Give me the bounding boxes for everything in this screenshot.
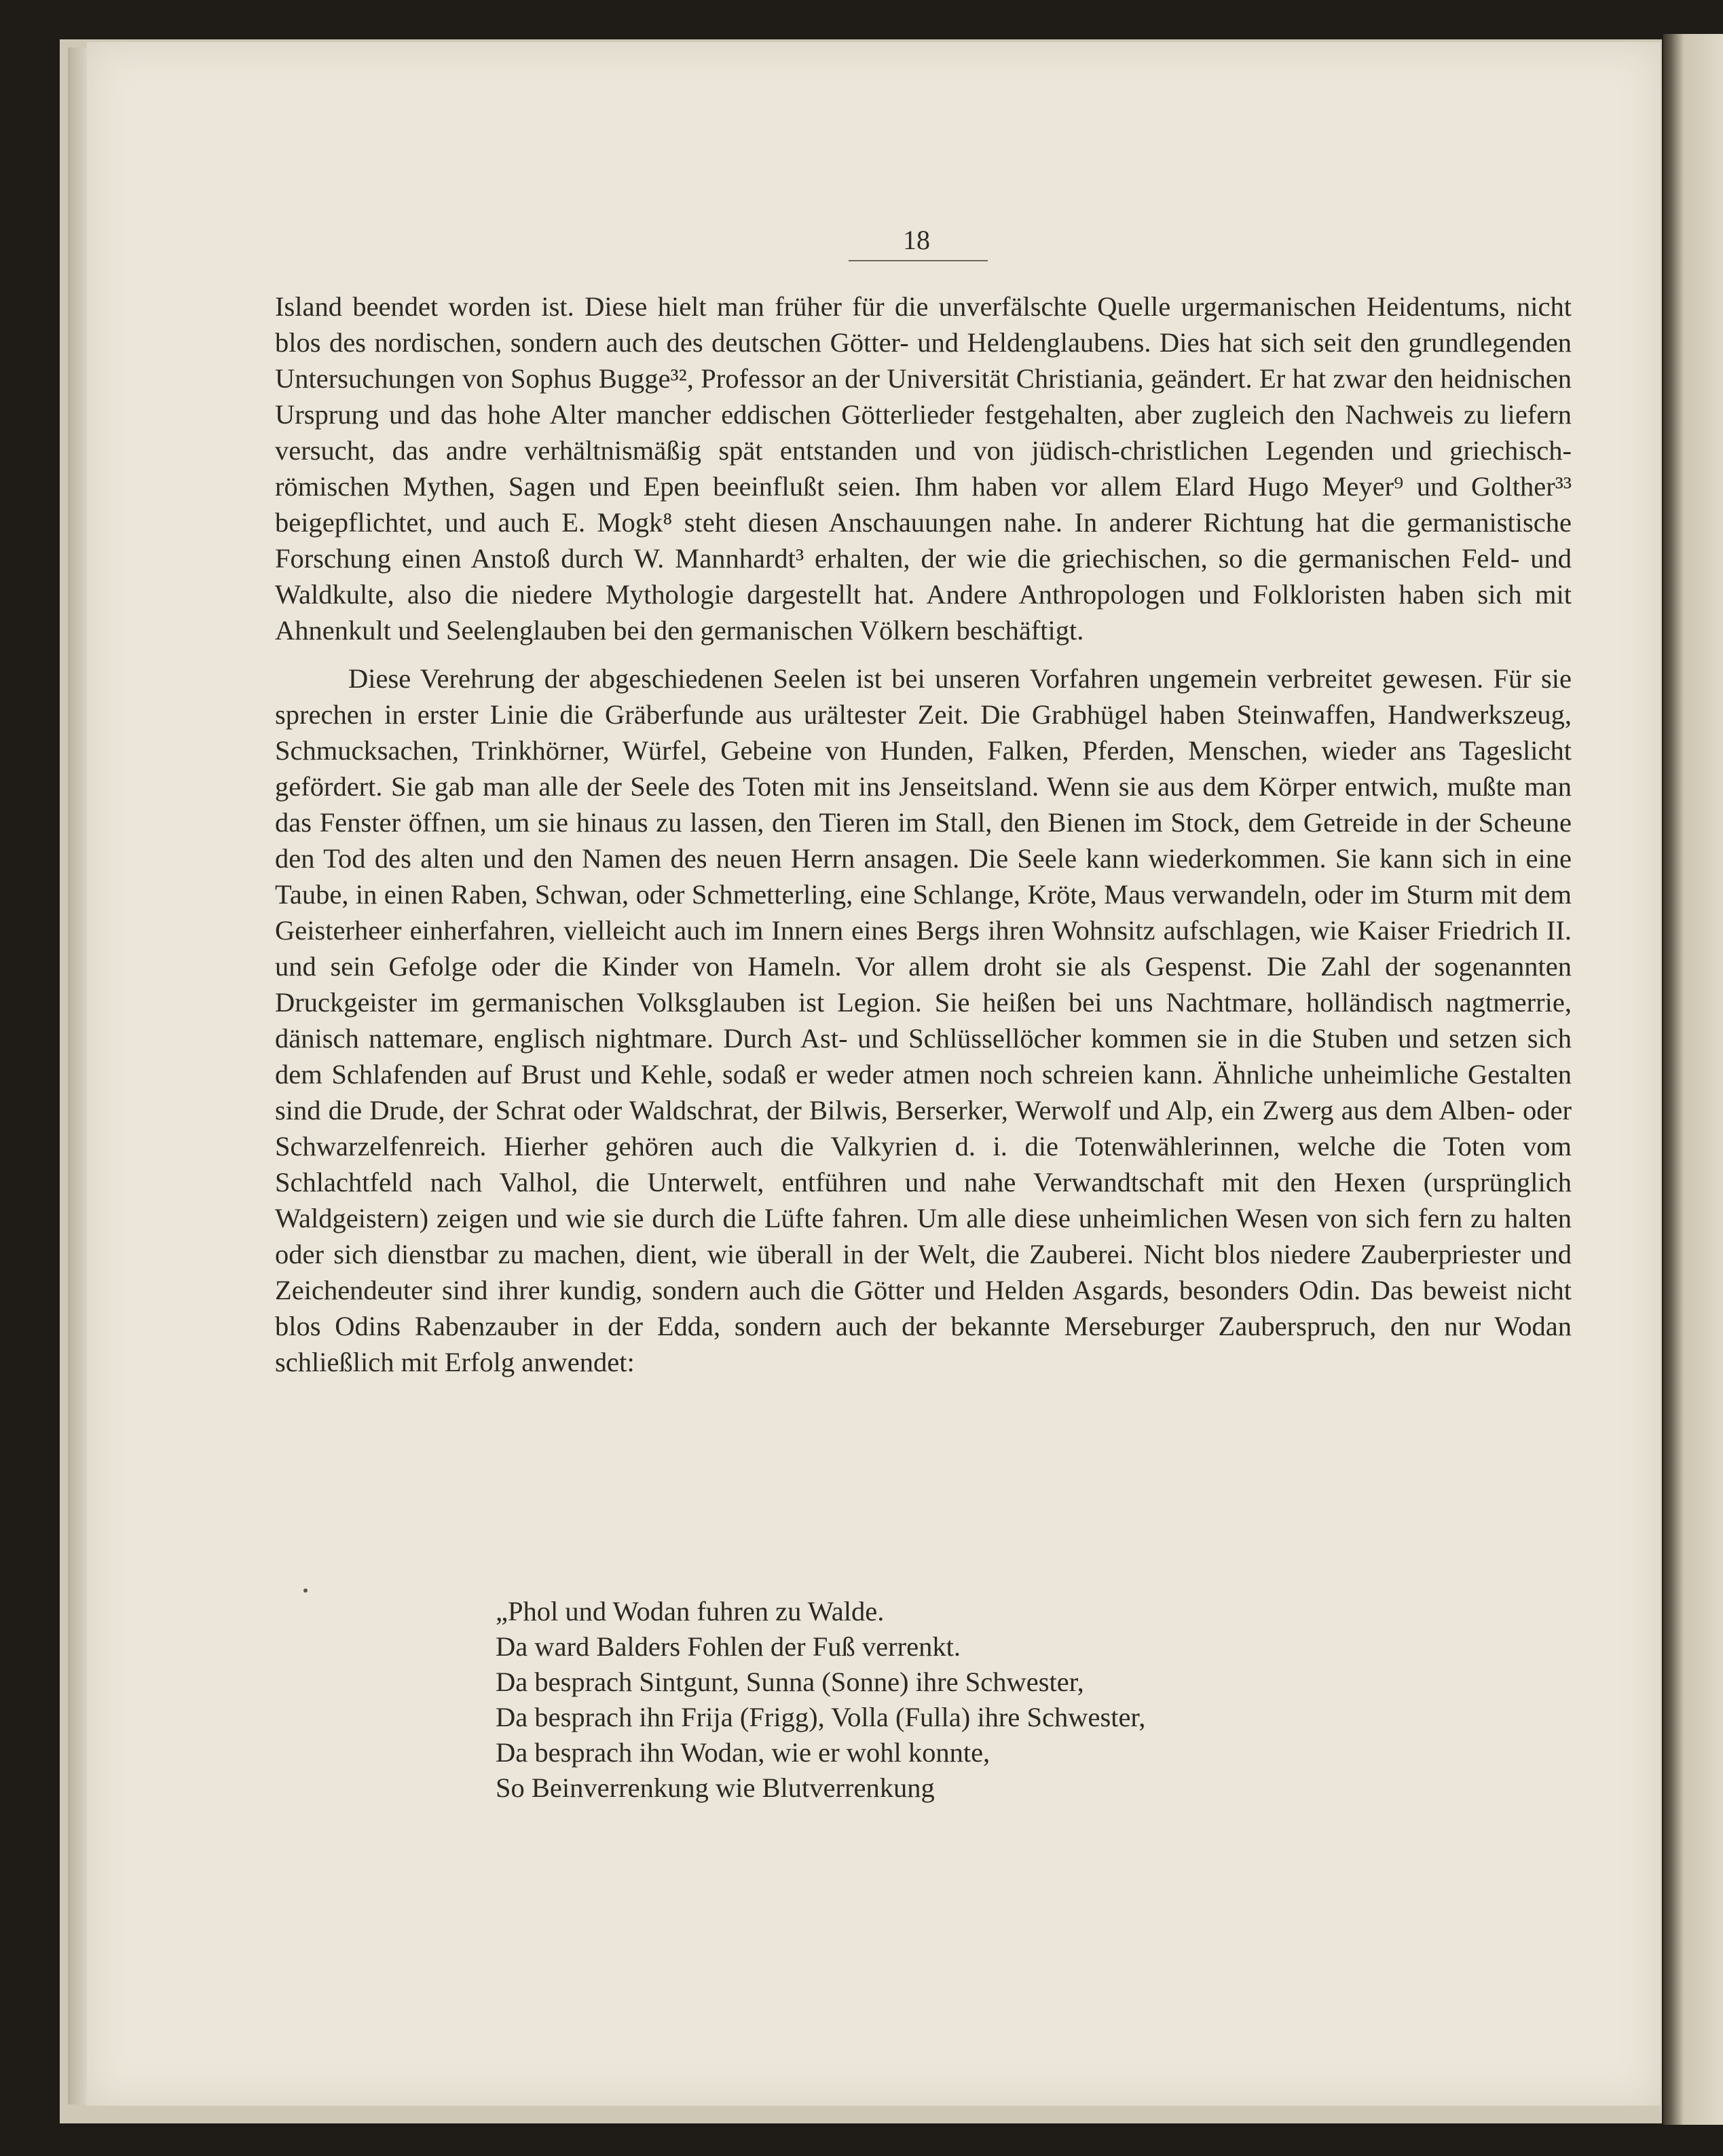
ink-speck	[303, 1588, 308, 1593]
body-text	[275, 289, 1572, 1380]
verse-line: So Beinverrenkung wie Blutverrenkung	[496, 1772, 935, 1803]
verse-block	[496, 1594, 1514, 1806]
page-number: 18	[903, 225, 930, 255]
paragraph-2: Diese Verehrung der abgeschiedenen Seelen ist bei unseren Vorfahren ungemein verbreitet gewesen. Für sie sprechen in erster Linie die Gräberfunde aus urältester Zeit. Die Grabhügel haben Steinwaffen, Handwerkszeug, Schmucksachen, Trinkhörner, Würfel, Gebeine von Hunden, Falken, Pferden, Menschen, wieder ans Tageslicht gefördert. Sie gab man alle der Seele des Toten mit ins Jenseitsland. Wenn sie aus dem Körper entwich, mußte man das Fenster öffnen, um sie hinaus zu lassen, den Tieren im Stall, den Bienen im Stock, dem Getreide in der Scheune den Tod des alten und den Namen des neuen Herrn ansagen. Die Seele kann wiederkommen. Sie kann sich in eine Taube, in einen Raben, Schwan, oder Schmetterling, eine Schlange, Kröte, Maus verwandeln, oder im Sturm mit dem Geisterheer einherfahren, vielleicht auch im Innern eines Bergs ihren Wohnsitz aufschlagen, wie Kaiser Friedrich II. und sein Gefolge oder die Kinder von Hameln. Vor allem droht sie als Gespenst. Die Zahl der sogenannten Druckgeister im germanischen Volksglauben ist Legion. Sie heißen bei uns Nachtmare, holländisch nagtmerrie, dänisch nattemare, englisch nightmare. Durch Ast- und Schlüssellöcher kommen sie in die Stuben und setzen sich dem Schlafenden auf Brust und Kehle, sodaß er weder atmen noch schreien kann. Ähnliche unheimliche Gestalten sind die Drude, der Schrat oder Waldschrat, der Bilwis, Berserker, Werwolf und Alp, ein Zwerg aus dem Alben- oder Schwarzelfenreich. Hierher gehören auch die Valkyrien d. i. die Totenwählerinnen, welche die Toten vom Schlachtfeld nach Valhol, die Unterwelt, entführen und nahe Verwandtschaft mit den Hexen (ursprünglich Waldgeistern) zeigen und wie sie durch die Lüfte fahren. Um alle diese unheimlichen Wesen von sich fern zu halten oder sich dienstbar zu machen, dient, wie überall in der Welt, die Zauberei. Nicht blos niedere Zauberpriester und Zeichendeuter sind ihrer kundig, sondern auch die Götter und Helden Asgards, besonders Odin. Das beweist nicht blos Odins Rabenzauber in der Edda, sondern auch der bekannte Merseburger Zauberspruch, den nur Wodan schließlich mit Erfolg anwendet:	[275, 663, 1572, 1377]
page-number-rule	[849, 260, 988, 261]
verse-line: „Phol und Wodan fuhren zu Walde.	[496, 1596, 885, 1627]
adjacent-page-edge	[1663, 34, 1723, 2125]
paragraph-1: Island beendet worden ist. Diese hielt man früher für die unverfälschte Quelle urgermanischen Heidentums, nicht blos des nordischen, sondern auch des deutschen Götter- und Heldenglaubens. Dies hat sich seit den grundlegenden Untersuchungen von Sophus Bugge³², Professor an der Universität Christiania, geändert. Er hat zwar den heidnischen Ursprung und das hohe Alter mancher eddischen Götterlieder festgehalten, aber zugleich den Nachweis zu liefern versucht, das andre verhältnismäßig spät entstanden und von jüdisch-christlichen Legenden und griechisch-römischen Mythen, Sagen und Epen beeinflußt seien. Ihm haben vor allem Elard Hugo Meyer⁹ und Golther³³ beigepflichtet, und auch E. Mogk⁸ steht diesen Anschauungen nahe. In anderer Richtung hat die germanistische Forschung einen Anstoß durch W. Mannhardt³ erhalten, der wie die griechischen, so die germanischen Feld- und Waldkulte, also die niedere Mythologie dargestellt hat. Andere Anthropologen und Folkloristen haben sich mit Ahnenkult und Seelenglauben bei den germanischen Völkern beschäftigt.	[275, 291, 1572, 646]
verse-line: Da besprach Sintgunt, Sunna (Sonne) ihre Schwester,	[496, 1667, 1084, 1697]
verse-line: Da besprach ihn Wodan, wie er wohl konnte,	[496, 1737, 990, 1768]
verse-line: Da ward Balders Fohlen der Fuß verrenkt.	[496, 1631, 961, 1662]
verse-line: Da besprach ihn Frija (Frigg), Volla (Fulla) ihre Schwester,	[496, 1702, 1146, 1732]
